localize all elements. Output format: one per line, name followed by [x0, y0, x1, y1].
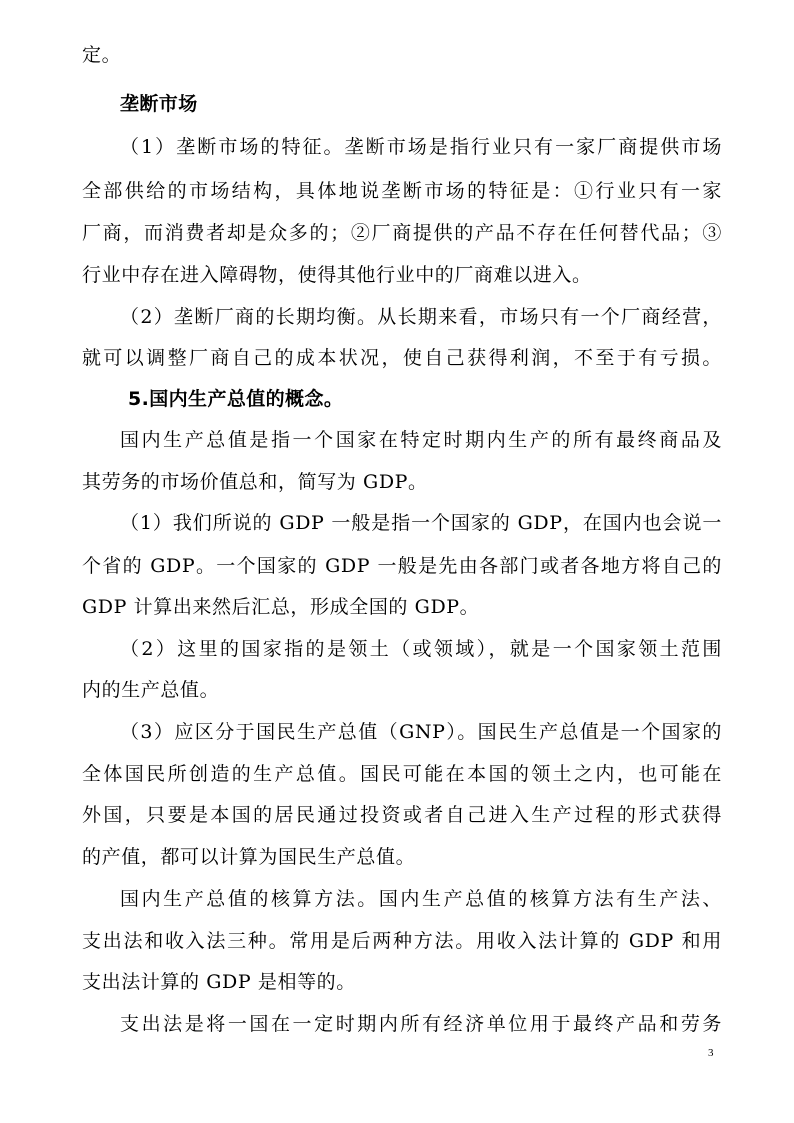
paragraph-line: 支出法计算的 GDP 是相等的。: [82, 971, 356, 993]
paragraph-line: （2）这里的国家指的是领土（或领域），就是一个国家领土范围: [120, 638, 722, 660]
paragraph-line: （1）我们所说的 GDP 一般是指一个国家的 GDP，在国内也会说一: [120, 512, 722, 534]
page-number: 3: [708, 1047, 714, 1059]
paragraph-line: 就可以调整厂商自己的成本状况，使自己获得利润，不至于有亏损。: [82, 347, 722, 369]
paragraph-line: 全体国民所创造的生产总值。国民可能在本国的领土之内，也可能在: [82, 763, 722, 785]
paragraph-line: （2）垄断厂商的长期均衡。从长期来看，市场只有一个厂商经营，: [120, 306, 722, 328]
paragraph-line: 行业中存在进入障碍物，使得其他行业中的厂商难以进入。: [82, 264, 592, 286]
paragraph-line: 厂商，而消费者却是众多的；②厂商提供的产品不存在任何替代品；③: [82, 222, 722, 244]
section-heading: 5.国内生产总值的概念。: [128, 388, 344, 410]
text-line: 定。: [82, 44, 122, 66]
section-heading: 垄断市场: [120, 93, 198, 115]
paragraph-line: 其劳务的市场价值总和，简写为 GDP。: [82, 471, 428, 493]
paragraph-line: 个省的 GDP。一个国家的 GDP 一般是先由各部门或者各地方将自己的: [82, 555, 722, 577]
paragraph-line: 支出法是将一国在一定时期内所有经济单位用于最终产品和劳务: [120, 1013, 722, 1035]
paragraph-line: 支出法和收入法三种。常用是后两种方法。用收入法计算的 GDP 和用: [82, 930, 722, 952]
paragraph-line: GDP 计算出来然后汇总，形成全国的 GDP。: [82, 596, 480, 618]
paragraph-line: 国内生产总值的核算方法。国内生产总值的核算方法有生产法、: [120, 888, 722, 910]
paragraph-line: （3）应区分于国民生产总值（GNP）。国民生产总值是一个国家的: [120, 721, 722, 743]
paragraph-line: 的产值，都可以计算为国民生产总值。: [82, 846, 416, 868]
paragraph-line: 全部供给的市场结构，具体地说垄断市场的特征是：①行业只有一家: [82, 180, 722, 202]
paragraph-line: 国内生产总值是指一个国家在特定时期内生产的所有最终商品及: [120, 429, 722, 451]
paragraph-line: 外国，只要是本国的居民通过投资或者自己进入生产过程的形式获得: [82, 804, 722, 826]
paragraph-line: 内的生产总值。: [82, 679, 220, 701]
paragraph-line: （1）垄断市场的特征。垄断市场是指行业只有一家厂商提供市场: [120, 136, 722, 158]
